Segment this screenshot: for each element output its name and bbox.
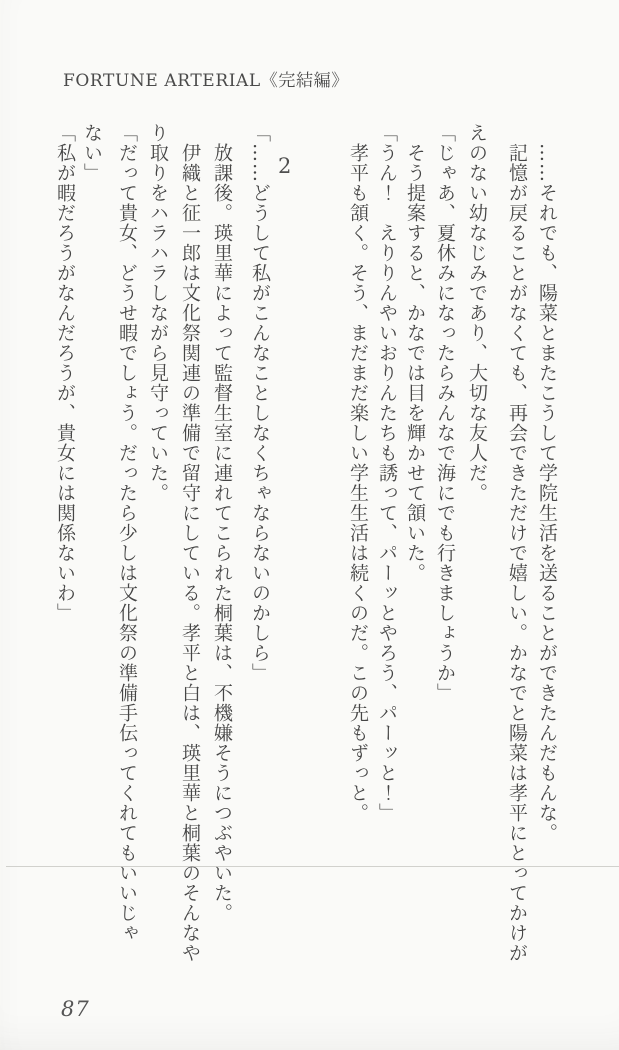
scan-artifact-line [6,866,619,867]
text-column: り取りをハラハラしながら見守っていた。 [147,123,169,503]
text-column: ……それでも、陽菜とまたこうして学院生活を送ることができたんだもんな。 [536,143,558,843]
text-column: えのない幼なじみであり、大切な友人だ。 [466,123,488,503]
text-column: 「うん！ えりりんやいおりんたちも誘って、パーッとやろう、パーッと！」 [376,123,398,823]
section-number: 2 [278,154,292,178]
text-column: 「私が暇だろうがなんだろうが、貴女には関係ないわ」 [54,123,76,623]
text-column: そう提案すると、かなでは目を輝かせて頷いた。 [404,143,426,583]
text-column: 「だって貴女、どうせ暇でしょう。だったら少しは文化祭の準備手伝ってくれてもいいじゃ [116,123,138,943]
running-header: FORTUNE ARTERIAL《完結編》 [63,71,349,91]
text-column: 放課後。瑛里華によって監督生室に連れてこられた桐葉は、不機嫌そうにつぶやいた。 [211,143,233,923]
text-column: 「……どうして私がこんなことしなくちゃならないのかしら」 [249,123,271,683]
text-column: 「じゃあ、夏休みになったらみんなで海にでも行きましょうか」 [434,123,456,703]
page-number: 87 [61,997,90,1021]
text-column: 記憶が戻ることがなくても、再会できただけで嬉しい。かなでと陽菜は孝平にとってかけが [506,143,528,963]
text-column: ない」 [81,123,103,183]
text-column: 孝平も頷く。そう、まだまだ楽しい学生生活は続くのだ。この先もずっと。 [347,143,369,823]
text-column: 伊織と征一郎は文化祭関連の準備で留守にしている。孝平と白は、瑛里華と桐葉のそんなや [179,143,201,963]
